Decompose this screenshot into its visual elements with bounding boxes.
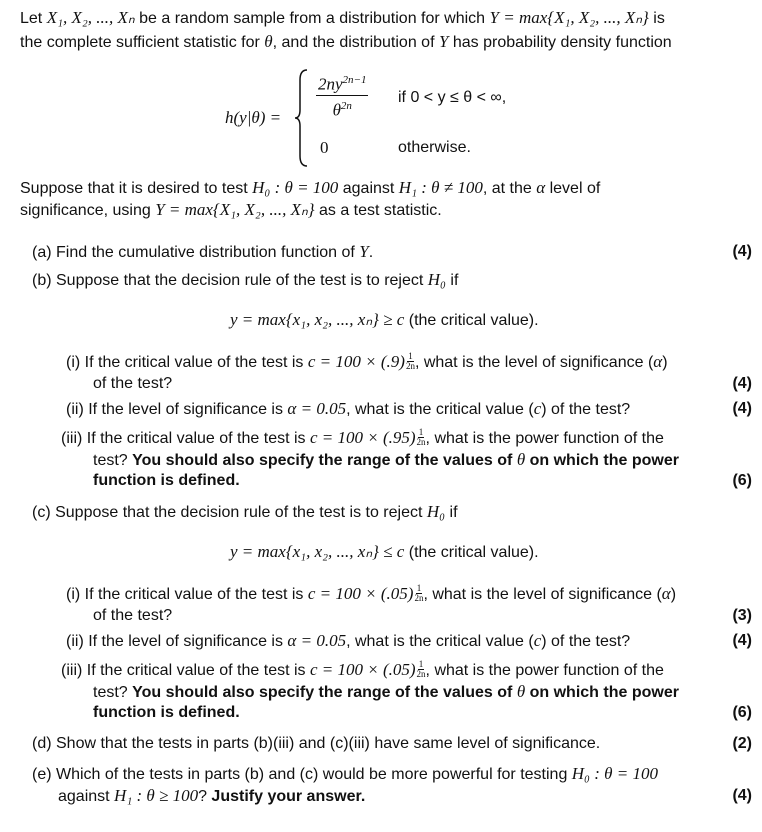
intro-text: the complete sufficient statistic for: [20, 34, 265, 51]
alpha-symbol: α: [653, 352, 663, 371]
condition-text: if 0 < y ≤ θ < ∞,: [398, 89, 507, 106]
y-symbol: Y: [359, 242, 369, 261]
part-c-text: if: [445, 504, 458, 521]
part-c-i-line2: of the test?: [93, 607, 173, 624]
intro-text: has probability density function: [448, 34, 672, 51]
part-c-iii-line3: function is defined.: [93, 704, 240, 721]
bold-instruction: Justify your answer.: [211, 788, 366, 805]
question-text: , what is the power function of the: [425, 430, 664, 447]
part-c-ii: [66, 631, 630, 652]
test-statistic: Y = max{X₁, X₂, ..., Xₙ}: [155, 200, 315, 219]
alpha-symbol: α: [536, 178, 546, 197]
exp-denominator: 2n: [414, 593, 424, 603]
part-c-i: [66, 584, 676, 605]
setup-line-1: [20, 178, 600, 199]
question-text: (i) If the critical value of the test is: [66, 586, 308, 603]
pdf-numerator-exponent: 2n−1: [342, 74, 367, 86]
left-brace: [294, 68, 310, 168]
part-b-iii-line3: function is defined.: [93, 472, 240, 489]
part-b-ii: [66, 399, 630, 420]
pdf-numerator: 2ny: [318, 74, 343, 94]
critical-value: c = 100 × (.05): [309, 660, 416, 679]
bold-instruction: on which the power: [525, 452, 679, 469]
part-e-marks: (4): [732, 787, 752, 804]
c-symbol: c: [533, 399, 542, 418]
part-c-iii-marks: (6): [732, 704, 752, 721]
question-text: test?: [93, 452, 133, 469]
setup-text: against: [338, 180, 399, 197]
question-text: (iii) If the critical value of the test is: [61, 430, 310, 447]
exp-numerator: 1: [418, 659, 424, 669]
sample-notation: X₁, X₂, ..., Xₙ: [46, 8, 135, 27]
pdf-condition-2: otherwise.: [398, 139, 471, 156]
bold-instruction: You should also specify the range of the values of: [132, 684, 517, 701]
bold-instruction: on which the power: [525, 684, 679, 701]
alpha-symbol: α: [661, 584, 671, 603]
part-e-text: (e) Which of the tests in parts (b) and (c) would be more powerful for testing: [32, 766, 572, 783]
question-text: , what is the power function of the: [425, 662, 664, 679]
question-text: , what is the critical value (: [346, 401, 534, 418]
null-hypothesis: H₀ : θ = 100: [252, 178, 339, 197]
part-b-i: [66, 352, 668, 373]
decision-rule: y = max{x₁, x₂, ..., xₙ} ≤ c: [230, 542, 405, 561]
part-b-iii-marks: (6): [732, 472, 752, 489]
question-text: test?: [93, 684, 133, 701]
part-b-i-marks: (4): [732, 375, 752, 392]
part-b: [32, 270, 458, 291]
intro-line-2: [20, 32, 672, 53]
question-text: (iii) If the critical value of the test is: [61, 662, 310, 679]
part-e-text: ?: [198, 788, 212, 805]
part-d-marks: (2): [732, 735, 752, 752]
null-hypothesis: H₀ : θ = 100: [571, 764, 658, 783]
pdf-zero: 0: [320, 138, 329, 157]
part-c-rule: [230, 542, 539, 563]
c-symbol: c: [533, 631, 542, 650]
question-text: ): [662, 354, 668, 371]
part-b-iii: [61, 428, 664, 449]
exp-numerator: 1: [418, 427, 424, 437]
theta-symbol: θ: [516, 682, 526, 701]
statistic-definition: Y = max{X₁, X₂, ..., Xₙ}: [489, 8, 649, 27]
part-a: [32, 242, 373, 263]
exp-denominator: 2n: [416, 669, 426, 679]
pdf-denominator: θ: [332, 100, 341, 120]
exp-denominator: 2n: [405, 361, 415, 371]
setup-text: significance, using: [20, 202, 156, 219]
pdf-fraction: [316, 70, 368, 120]
question-text: (i) If the critical value of the test is: [66, 354, 308, 371]
intro-text: , and the distribution of: [272, 34, 439, 51]
decision-rule: y = max{x₁, x₂, ..., xₙ} ≥ c: [230, 310, 405, 329]
setup-text: level of: [545, 180, 601, 197]
pdf-condition-1: [398, 88, 506, 108]
part-e-line2: [58, 786, 365, 807]
setup-text: as a test statistic.: [314, 202, 442, 219]
part-a-marks: (4): [732, 243, 752, 260]
exp-numerator: 1: [416, 583, 422, 593]
null-hypothesis: H₀: [427, 270, 446, 289]
theta-symbol: θ: [264, 32, 273, 51]
part-b-ii-marks: (4): [732, 400, 752, 417]
alternative-hypothesis: H₁ : θ ≠ 100: [398, 178, 483, 197]
part-c-ii-marks: (4): [732, 632, 752, 649]
theta-symbol: θ: [516, 450, 526, 469]
part-b-rule: [230, 310, 539, 331]
y-symbol: Y: [438, 32, 449, 51]
part-b-i-line2: of the test?: [93, 375, 173, 392]
exp-denominator: 2n: [416, 437, 426, 447]
exp-numerator: 1: [408, 351, 413, 361]
significance-level: α = 0.05: [287, 631, 347, 650]
null-hypothesis: H₀: [426, 502, 446, 521]
part-c-iii: [61, 660, 664, 681]
part-d: (d) Show that the tests in parts (b)(iii) and (c)(iii) have same level of significance.: [32, 735, 601, 752]
part-c-text: (c) Suppose that the decision rule of the test is to reject: [32, 504, 427, 521]
critical-value: c = 100 × (.9): [307, 352, 405, 371]
question-text: ) of the test?: [541, 633, 631, 650]
question-text: , what is the level of significance (: [423, 586, 662, 603]
part-c: [32, 502, 458, 523]
part-c-i-marks: (3): [732, 607, 752, 624]
pdf-lhs: h(y|θ) =: [225, 108, 282, 127]
question-text: (ii) If the level of significance is: [66, 401, 288, 418]
part-b-iii-line2: [93, 450, 679, 471]
punctuation: .: [368, 244, 374, 261]
pdf-denominator-exponent: 2n: [340, 99, 352, 112]
question-text: ): [670, 586, 677, 603]
intro-text: be a random sample from a distribution for which: [134, 10, 490, 27]
setup-text: Suppose that it is desired to test: [20, 180, 253, 197]
intro-text: Let: [20, 10, 47, 27]
part-a-text: (a) Find the cumulative distribution function of: [32, 244, 360, 261]
part-e-text: against: [58, 788, 115, 805]
part-b-text: if: [445, 272, 459, 289]
question-text: (ii) If the level of significance is: [66, 633, 288, 650]
part-b-text: (b) Suppose that the decision rule of the test is to reject: [32, 272, 428, 289]
rule-note: (the critical value).: [404, 312, 539, 329]
bold-instruction: You should also specify the range of the values of: [132, 452, 517, 469]
question-text: ) of the test?: [541, 401, 631, 418]
intro-text: is: [648, 10, 665, 27]
part-c-iii-line2: [93, 682, 679, 703]
critical-value: c = 100 × (.05): [307, 584, 414, 603]
intro-line-1: [20, 8, 665, 29]
rule-note: (the critical value).: [404, 544, 539, 561]
significance-level: α = 0.05: [287, 399, 347, 418]
setup-line-2: [20, 200, 442, 221]
alternative-hypothesis: H₁ : θ ≥ 100: [114, 786, 199, 805]
question-text: , what is the level of significance (: [414, 354, 654, 371]
setup-text: , at the: [482, 180, 537, 197]
question-text: , what is the critical value (: [346, 633, 534, 650]
critical-value: c = 100 × (.95): [309, 428, 416, 447]
part-e: [32, 764, 658, 785]
